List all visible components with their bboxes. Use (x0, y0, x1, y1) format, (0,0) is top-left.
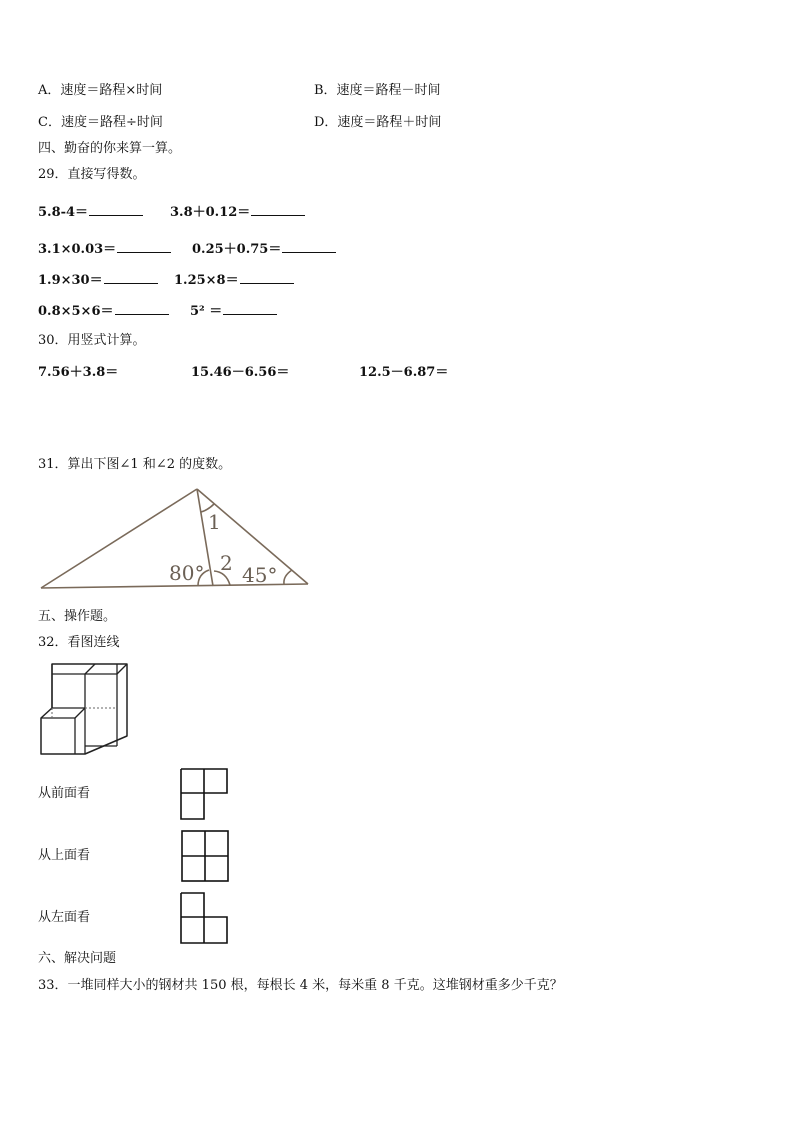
angle-80-label: 80° (169, 561, 205, 585)
angle-2-label: 2 (220, 551, 233, 575)
section-6-title: 六、解决问题 (38, 951, 117, 966)
answer-blank (89, 203, 143, 216)
answer-blank (104, 271, 158, 284)
answer-blank (251, 203, 305, 216)
angle-45-arc (284, 570, 292, 584)
q29-item-7: 0.8×5×6＝ (38, 302, 169, 320)
q32-title: 32．看图连线 (38, 635, 120, 650)
section-5-title: 五、操作题。 (38, 609, 117, 624)
answer-blank (115, 302, 169, 315)
q29-item-1: 5.8-4＝ (38, 203, 143, 221)
q29-item-8: 5² ＝ (190, 302, 277, 320)
q31-title: 31．算出下图∠1 和∠2 的度数。 (38, 457, 232, 472)
q30-item-2: 15.46－6.56＝ (191, 365, 290, 380)
q30-title: 30．用竖式计算。 (38, 333, 146, 348)
answer-blank (223, 302, 277, 315)
q30-item-1: 7.56＋3.8＝ (38, 365, 119, 380)
angle-1-label: 1 (208, 510, 221, 534)
answer-blank (240, 271, 294, 284)
option-a: A．速度＝路程×时间 (38, 83, 163, 98)
q29-item-4: 0.25＋0.75＝ (192, 240, 336, 258)
view-shape-c (179, 891, 231, 945)
q29-item-2: 3.8＋0.12＝ (170, 203, 305, 221)
section-4-title: 四、勤奋的你来算一算。 (38, 141, 182, 156)
answer-blank (117, 240, 171, 253)
view-shape-b (180, 829, 232, 883)
q33-text: 33．一堆同样大小的钢材共 150 根，每根长 4 米，每米重 8 千克。这堆钢材重多少千克？ (38, 978, 563, 993)
q29-item-6: 1.25×8＝ (174, 271, 294, 289)
angle-45-label: 45° (242, 563, 278, 587)
option-c: C．速度＝路程÷时间 (38, 115, 163, 130)
view-left-label: 从左面看 (38, 910, 91, 925)
q30-item-3: 12.5－6.87＝ (359, 365, 449, 380)
q29-item-3: 3.1×0.03＝ (38, 240, 171, 258)
q29-title: 29．直接写得数。 (38, 167, 146, 182)
answer-blank (282, 240, 336, 253)
option-b: B．速度＝路程－时间 (314, 83, 441, 98)
view-shape-a (179, 767, 231, 821)
option-d: D．速度＝路程＋时间 (314, 115, 442, 130)
cube-stack-figure (38, 662, 132, 758)
q29-item-5: 1.9×30＝ (38, 271, 158, 289)
triangle-figure (38, 486, 313, 592)
view-top-label: 从上面看 (38, 848, 91, 863)
view-front-label: 从前面看 (38, 786, 91, 801)
